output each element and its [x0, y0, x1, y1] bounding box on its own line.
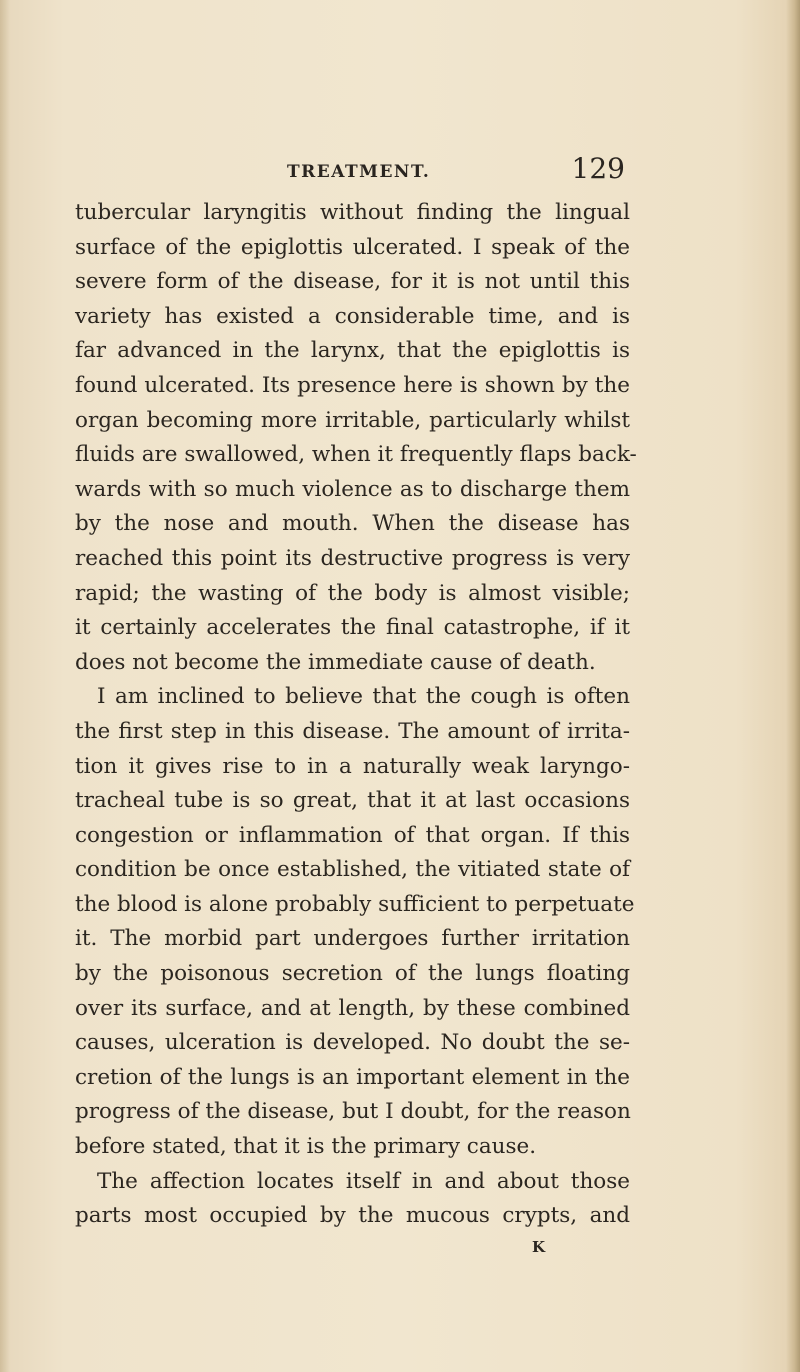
text-line: over its surface, and at length, by these combined	[75, 995, 630, 1021]
page-left-shadow	[0, 0, 10, 1372]
text-line: tubercular laryngitis without finding the lingual	[75, 200, 630, 225]
text-line: progress of the disease, but I doubt, for the reason	[75, 1099, 631, 1125]
text-line: cretion of the lungs is an important element in the	[75, 1064, 630, 1090]
text-line: before stated, that it is the primary cause.	[75, 1134, 537, 1160]
body-text	[75, 196, 637, 1234]
text-line: the first step in this disease. The amount of irrita-	[75, 718, 630, 744]
text-line: organ becoming more irritable, particularly whilst	[75, 407, 630, 433]
text-line: by the poisonous secretion of the lungs floating	[75, 961, 630, 987]
text-line: variety has existed a considerable time, and is	[75, 303, 630, 329]
text-line: causes, ulceration is developed. No doubt the se-	[75, 1030, 630, 1056]
text-line: congestion or inflammation of that organ. If this	[75, 822, 630, 848]
page-number: 129	[571, 152, 625, 185]
text-line: condition be once established, the vitiated state of	[75, 857, 630, 883]
text-line: found ulcerated. Its presence here is shown by the	[75, 372, 630, 398]
running-title: TREATMENT.	[287, 162, 431, 182]
text-line: rapid; the wasting of the body is almost visible;	[75, 580, 630, 606]
running-head	[75, 150, 625, 186]
text-line: far advanced in the larynx, that the epiglottis is	[75, 338, 630, 364]
text-line: tion it gives rise to in a naturally weak laryngo-	[75, 753, 630, 779]
text-line: reached this point its destructive progress is very	[75, 545, 630, 571]
text-line: severe form of the disease, for it is not until this	[75, 269, 630, 295]
text-line: does not become the immediate cause of death.	[75, 649, 596, 675]
paragraph-start-line: The affection locates itself in and about those	[97, 1168, 630, 1194]
text-line: tracheal tube is so great, that it at last occasions	[75, 788, 630, 814]
text-line: parts most occupied by the mucous crypts, and	[75, 1203, 630, 1229]
text-line: it certainly accelerates the final catastrophe, if it	[75, 615, 630, 641]
text-line: surface of the epiglottis ulcerated. I speak of the	[75, 234, 630, 260]
text-line: wards with so much violence as to discharge them	[75, 476, 630, 502]
text-line: fluids are swallowed, when it frequently flaps back-	[75, 442, 637, 468]
text-line: the blood is alone probably sufficient to perpetuate	[75, 891, 635, 917]
signature-mark: K	[532, 1238, 546, 1256]
text-line: by the nose and mouth. When the disease has	[75, 511, 630, 537]
page-edge-shadow	[786, 0, 800, 1372]
text-line: it. The morbid part undergoes further irritation	[75, 926, 630, 952]
paragraph-start-line: I am inclined to believe that the cough is often	[97, 684, 630, 710]
